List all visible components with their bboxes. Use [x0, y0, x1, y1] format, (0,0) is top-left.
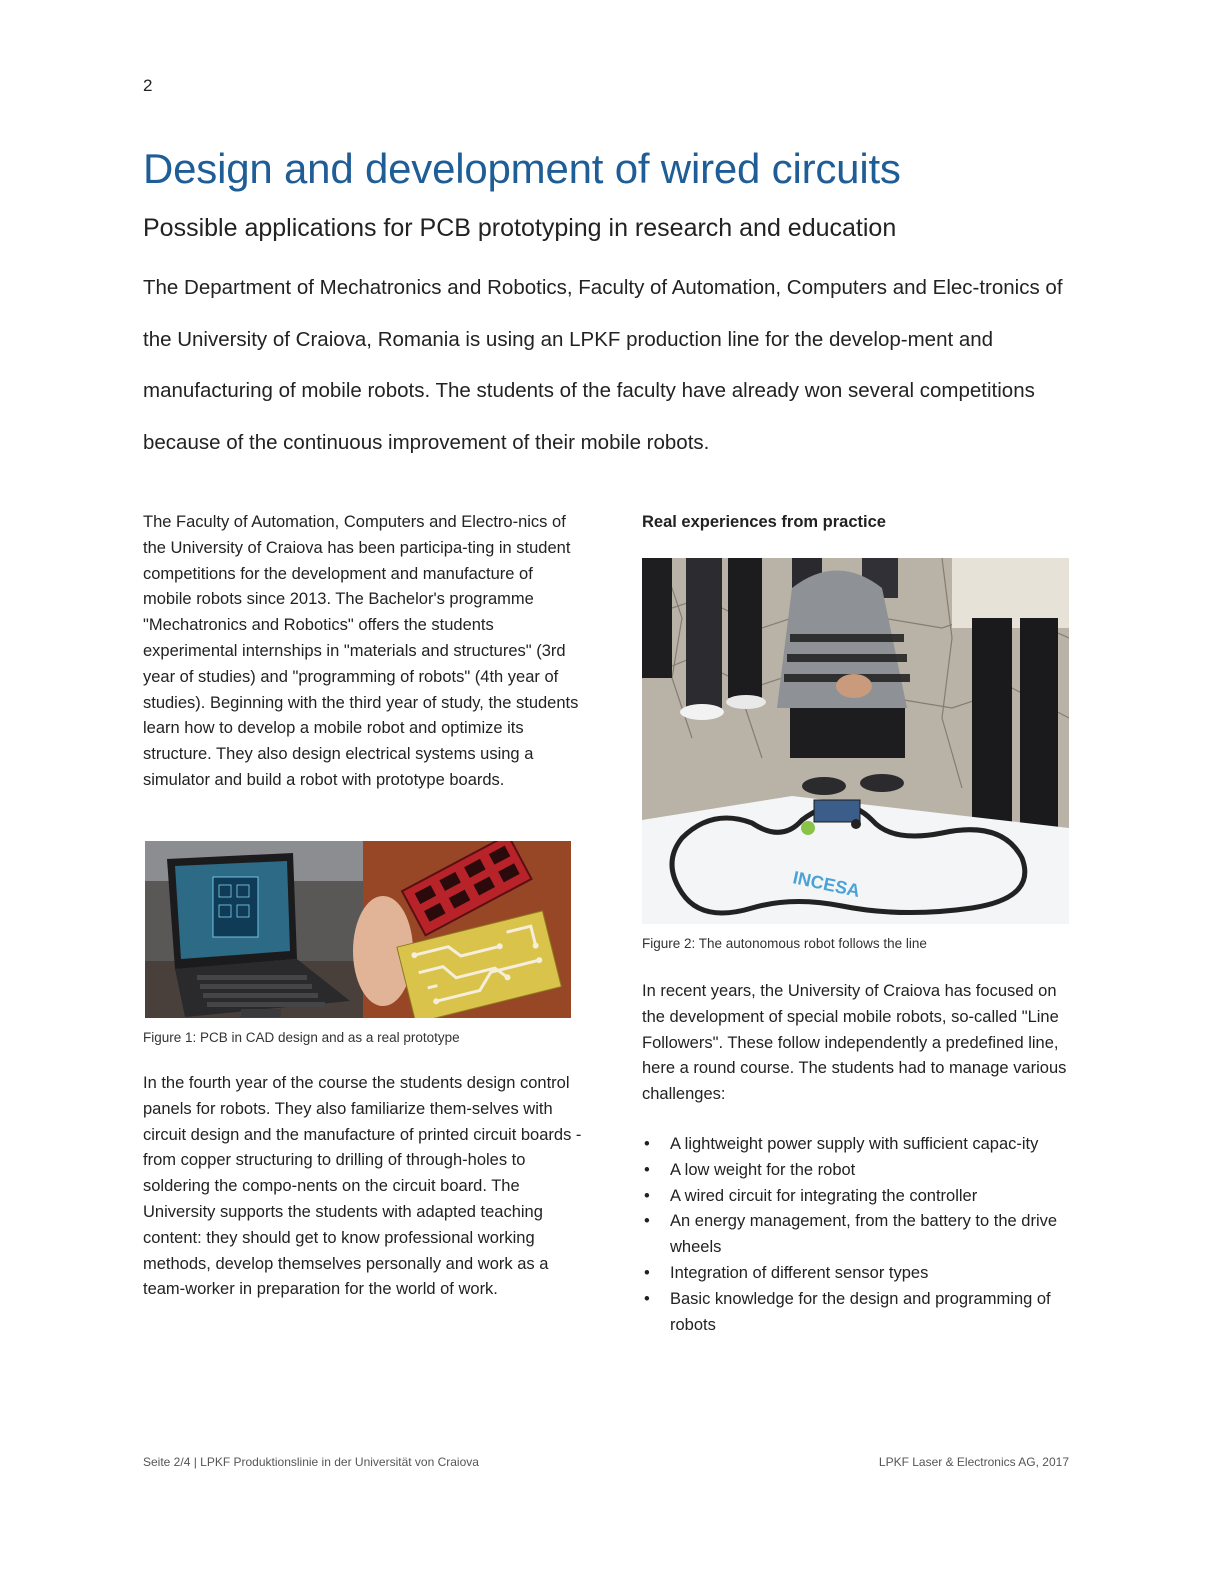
mat-logo-text: INCESA [791, 867, 862, 902]
left-column [143, 510, 583, 794]
bullet-icon: • [644, 1212, 650, 1231]
figure-1-image [145, 841, 571, 1018]
bullet-icon: • [644, 1186, 650, 1205]
bullet-icon: • [644, 1160, 650, 1179]
figure-1-caption: Figure 1: PCB in CAD design and as a real prototype [143, 1030, 460, 1045]
intro-paragraph: The Department of Mechatronics and Robotics, Faculty of Automation, Computers and Elec-tronics of the University of Craiova, Romania is using an LPKF production line for the develop-ment and manufacturing of mobile robots. The students of the faculty have already won several competitions because of the continuous improvement of their mobile robots. [143, 276, 1063, 454]
pcb-photo-illustration [145, 841, 571, 1018]
page-subtitle: Possible applications for PCB prototyping in research and education [143, 214, 897, 242]
bullet-icon: • [644, 1263, 650, 1282]
challenges-list [642, 1132, 1072, 1338]
bullet-icon: • [644, 1289, 650, 1308]
list-item: • Basic knowledge for the design and programming of robots [642, 1287, 1072, 1339]
list-item: • An energy management, from the battery to the drive wheels [642, 1209, 1072, 1261]
list-item: • A lightweight power supply with sufficient capac-ity [642, 1132, 1072, 1158]
left-paragraph-1: The Faculty of Automation, Computers and Electro-nics of the University of Craiova has been participa-ting in student competitions for the development and manufacture of mobile robots since 2013. The Bachelor's programme "Mechatronics and Robotics" offers the students experimental internships in "materials and structures" (3rd year of studies) and "programming of robots" (4th year of studies). Beginning with the third year of study, the students learn how to develop a mobile robot and optimize its structure. They also design electrical systems using a simulator and build a robot with prototype boards. [143, 513, 579, 789]
left-paragraph-2: In the fourth year of the course the students design control panels for robots. They also familiarize them-selves with circuit design and the manufacture of printed circuit boards - from copper structuring to drilling of through-holes to soldering the compo-nents on the circuit board. The University supports the students with adapted teaching content: they should get to know professional working methods, develop themselves personally and work as a team-worker in preparation for the world of work. [143, 1074, 582, 1299]
list-item: • A low weight for the robot [642, 1158, 1072, 1184]
line-follower-photo-illustration [642, 558, 1069, 924]
right-paragraph: In recent years, the University of Craiova has focused on the development of special mobile robots, so-called "Line Followers". These follow independently a predefined line, here a round course. The students had to manage various challenges: [642, 982, 1067, 1104]
footer-right: LPKF Laser & Electronics AG, 2017 [878, 1455, 1069, 1469]
list-item: • Integration of different sensor types [642, 1261, 1072, 1287]
bullet-icon: • [644, 1135, 650, 1153]
figure-2-image [642, 558, 1069, 924]
page-number: 2 [143, 76, 153, 95]
footer-left: Seite 2/4 | LPKF Produktionslinie in der Universität von Craiova [143, 1455, 479, 1469]
right-column-body [642, 979, 1072, 1108]
left-column-lower [143, 1071, 583, 1303]
right-column-heading: Real experiences from practice [642, 513, 886, 531]
page-title: Design and development of wired circuits [143, 145, 901, 192]
figure-2-caption: Figure 2: The autonomous robot follows the line [642, 936, 927, 951]
list-item: • A wired circuit for integrating the controller [642, 1184, 1072, 1210]
challenges-list-container [642, 1132, 1072, 1338]
